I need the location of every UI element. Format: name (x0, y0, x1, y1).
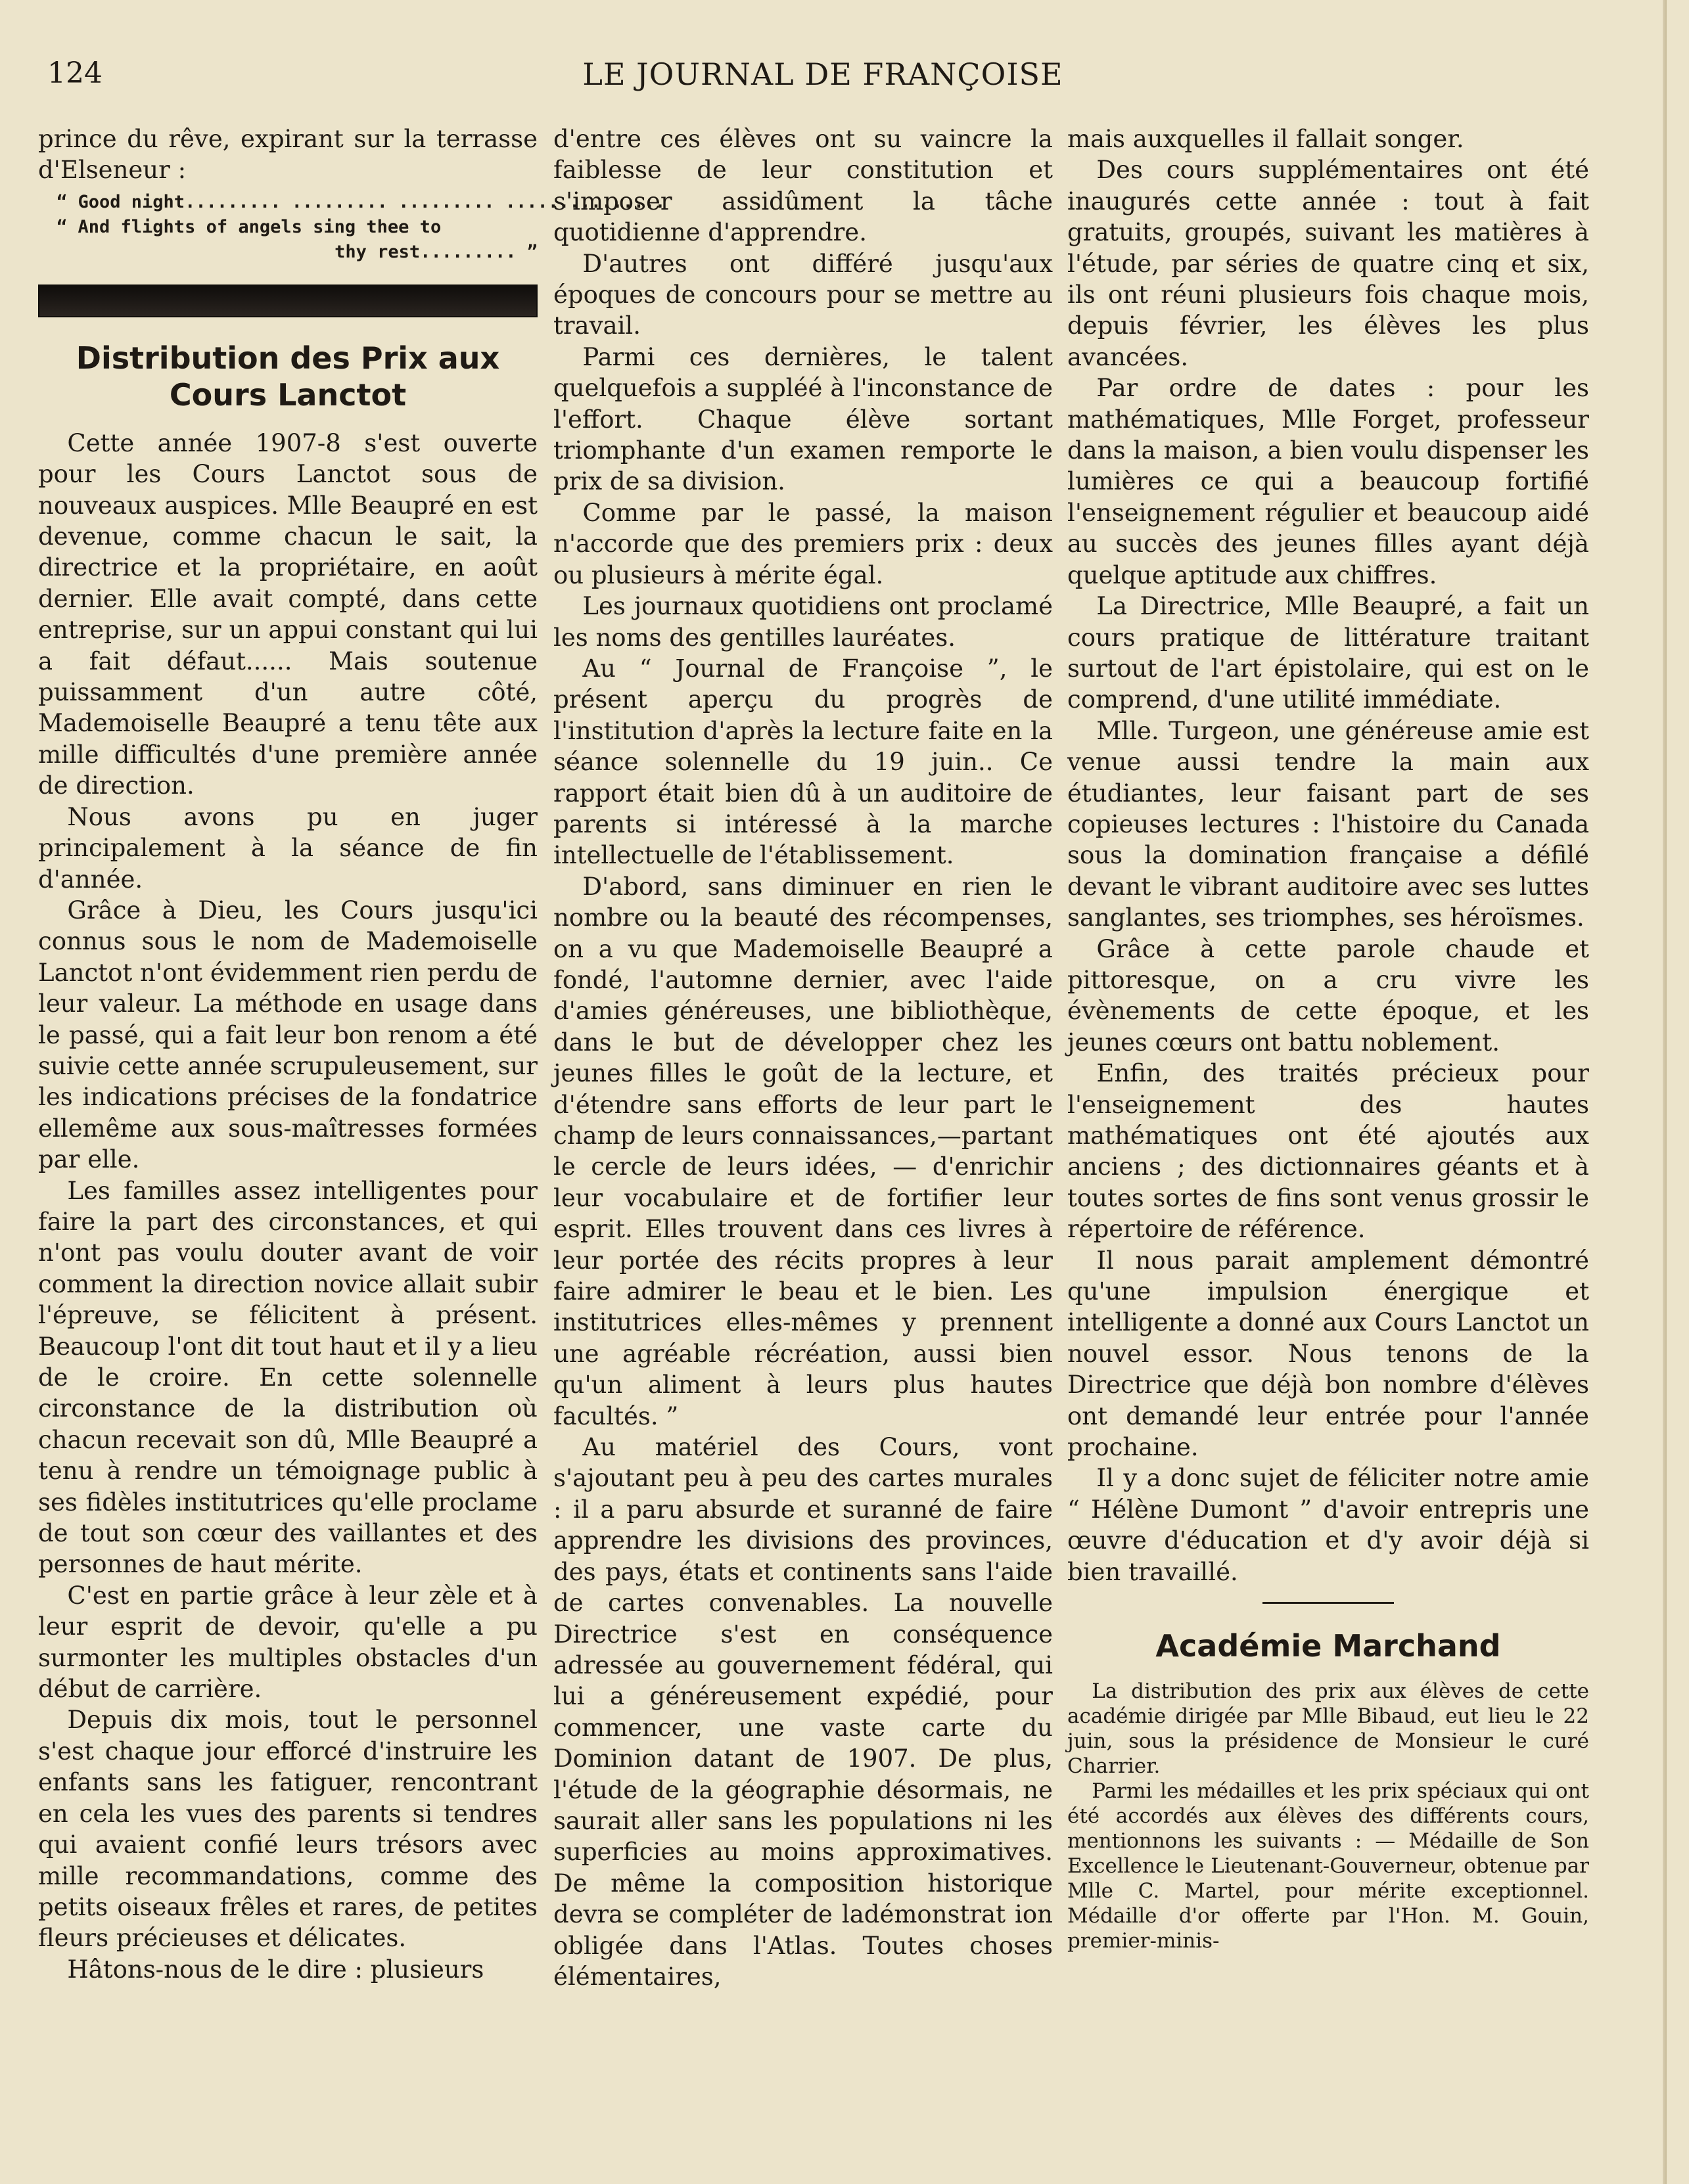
paragraph: La Directrice, Mlle Beaupré, a fait un cours pratique de littérature traitant surtout de l'art épistolaire, qui est on le comprend, d'une utilité immédiate. (1067, 592, 1589, 714)
paragraph: Parmi les médailles et les prix spéciaux qui ont été accordés aux élèves des différents cours, mentionnons les suivants : — Médaille de Son Excellence le Lieutenant-Gouverneur, obtenue par Mlle C. Martel, pour mérite exceptionnel. Médaille d'or offerte par l'Hon. M. Gouin, premier-minis- (1067, 1779, 1589, 1953)
page-number: 124 (47, 57, 103, 90)
poem-line: “ Good night......... ......... ......... ............... (57, 191, 666, 212)
paragraph: Nous avons pu en juger principalement à la séance de fin d'année. (38, 802, 538, 894)
article-title: Distribution des Prix aux Cours Lanctot (76, 340, 500, 413)
paragraph: Depuis dix mois, tout le personnel s'est chaque jour efforcé d'instruire les enfants sans les fatiguer, rencontrant en cela les vues des parents si tendres qui avaient confié leurs trésors avec mille recommandations, comme des petits oiseaux frêles et rares, de petites fleurs précieuses et délicates. (38, 1706, 538, 1953)
intro-text: prince du rêve, expirant sur la terrasse d'Elseneur : (38, 125, 538, 185)
paragraph: mais auxquelles il fallait songer. (1067, 125, 1464, 153)
section-divider-line (1262, 1602, 1394, 1604)
paragraph: C'est en partie grâce à leur zèle et à leur esprit de devoir, qu'elle a pu surmonter les multiples obstacles d'un début de carrière. (38, 1581, 538, 1704)
paragraph: Les familles assez intelligentes pour faire la part des circonstances, et qui n'ont pas voulu douter avant de voir comment la direction novice allait subir l'épreuve, se félicitent à présent. Beaucoup l'ont dit tout haut et il y a lieu de le croire. En cette solennelle circonstance de la distribution où chacun recevait son dû, Mlle Beaupré a tenu à rendre un témoignage public à ses fidèles institutrices qu'elle proclame de tout son cœur des vaillantes et des personnes de haut mérite. (38, 1176, 538, 1579)
paragraph: Parmi ces dernières, le talent quelquefois a suppléé à l'inconstance de l'effort. Chaque élève sortant triomphante d'un examen remporte le prix de sa division. (553, 342, 1053, 496)
paragraph: Au matériel des Cours, vont s'ajoutant peu à peu des cartes murales : il a paru absurde et suranné de faire apprendre les divisions des provinces, des pays, états et continents sans l'aide de cartes convenables. La nouvelle Directrice s'est en conséquence adressée au gouvernement fédéral, qui lui a généreusement expédié, pour commencer, une vaste carte du Dominion datant de 1907. De plus, l'étude de la géographie désormais, ne saurait aller sans les populations ni les superficies au moins approximatives. De même la composition historique devra se compléter de ladémonstrat ion obligée dans l'Atlas. Toutes choses élémentaires, (553, 1433, 1053, 1991)
paragraph: Grâce à Dieu, les Cours jusqu'ici connus sous le nom de Mademoiselle Lanctot n'ont évidemment rien perdu de leur valeur. La méthode en usage dans le passé, qui a fait leur bon renom a été suivie cette année scrupuleusement, sur les indications précises de la fondatrice ellemême aux sous-maîtresses formées par elle. (38, 896, 538, 1174)
column-1 (38, 124, 666, 1985)
page-header (41, 57, 1605, 102)
poem-line: “ And flights of angels sing thee to (57, 216, 442, 237)
poem-line: thy rest......... ” (335, 241, 538, 262)
paragraph: D'abord, sans diminuer en rien le nombre ou la beauté des récompenses, on a vu que Mademoiselle Beaupré a fondé, l'automne dernier, avec l'aide d'amies généreuses, une bibliothèque, dans le but de développer chez les jeunes filles le goût de la lecture, et d'étendre sans efforts de leur part le champ de leurs connaissances,—partant le cercle de leurs idées, — d'enrichir leur vocabulaire et de fortifier leur esprit. Elles trouvent dans ces livres à leur portée des récits propres à leur faire admirer le beau et le bien. Les institutrices elles-mêmes y prennent une agréable récréation, aussi bien qu'un aliment à leurs plus hautes facultés. ” (553, 872, 1053, 1430)
page-edge (1663, 0, 1667, 2184)
paragraph: Les journaux quotidiens ont proclamé les noms des gentilles lauréates. (553, 592, 1053, 652)
paragraph: Au “ Journal de Françoise ”, le présent aperçu du progrès de l'institution d'après la lecture faite en la séance solennelle du 19 juin.. Ce rapport était bien dû à un auditoire de parents si intéressé à la marche intellectuelle de l'établissement. (553, 654, 1053, 870)
paragraph: d'entre ces élèves ont su vaincre la faiblesse de leur constitution et s'imposer assidûment la tâche quotidienne d'apprendre. (553, 125, 1053, 247)
paragraph: Il nous parait amplement démontré qu'une impulsion énergique et intelligente a donné aux Cours Lanctot un nouvel essor. Nous tenons de la Directrice que déjà bon nombre d'élèves ont demandé leur entrée pour l'année prochaine. (1067, 1246, 1589, 1462)
column-2 (553, 124, 1053, 1992)
column-3 (1067, 124, 1589, 1953)
paragraph: D'autres ont différé jusqu'aux époques de concours pour se mettre au travail. (553, 249, 1053, 340)
running-title: LE JOURNAL DE FRANÇOISE (582, 57, 1063, 92)
paragraph: Hâtons-nous de le dire : plusieurs (67, 1955, 484, 1984)
paragraph: Il y a donc sujet de féliciter notre amie “ Hélène Dumont ” d'avoir entrepris une œuvre d'éducation et d'y avoir déjà si bien travaillé. (1067, 1464, 1589, 1586)
section-divider-bar (38, 284, 538, 317)
paragraph: Grâce à cette parole chaude et pittoresque, on a cru vivre les évènements de cette époque, et les jeunes cœurs ont battu noblement. (1067, 934, 1589, 1057)
paragraph: Par ordre de dates : pour les mathématiques, Mlle Forget, professeur dans la maison, a bien voulu dispenser les lumières ce qui a beaucoup fortifié l'enseignement régulier et beaucoup aidé au succès des jeunes filles ayant déjà quelque aptitude aux chiffres. (1067, 374, 1589, 589)
section-title: Académie Marchand (1155, 1628, 1501, 1664)
section-body (1067, 1679, 1589, 1953)
poem-quote (38, 190, 666, 265)
paragraph: Mlle. Turgeon, une généreuse amie est venue aussi tendre la main aux étudiantes, leur faisant part de ses copieuses lectures : l'histoire du Canada sous la domination française a défilé devant le vibrant auditoire avec ses luttes sanglantes, ses triomphes, ses héroïsmes. (1067, 716, 1589, 932)
paragraph: Des cours supplémentaires ont été inaugurés cette année : tout à fait gratuits, groupés, suivant les matières à l'étude, par séries de quatre cinq et six, ils ont réuni plusieurs fois chaque mois, depuis février, les élèves les plus avancées. (1067, 156, 1589, 371)
paragraph: La distribution des prix aux élèves de cette académie dirigée par Mlle Bibaud, eut lieu le 22 juin, sous la présidence de Monsieur le curé Charrier. (1067, 1679, 1589, 1779)
paragraph: Comme par le passé, la maison n'accorde que des premiers prix : deux ou plusieurs à mérite égal. (553, 498, 1053, 589)
paragraph: Cette année 1907-8 s'est ouverte pour les Cours Lanctot sous de nouveaux auspices. Mlle Beaupré en est devenue, comme chacun le sait, la directrice et la propriétaire, en août dernier. Elle avait compté, dans cette entreprise, sur un appui constant qui lui a fait défaut...... Mais soutenue puissamment d'un autre côté, Mademoiselle Beaupré a tenu tête aux mille difficultés d'une première année de direction. (38, 428, 538, 800)
paragraph: Enfin, des traités précieux pour l'enseignement des hautes mathématiques ont été ajoutés aux anciens ; des dictionnaires géants et à toutes sortes de fins sont venus grossir le répertoire de référence. (1067, 1059, 1589, 1244)
